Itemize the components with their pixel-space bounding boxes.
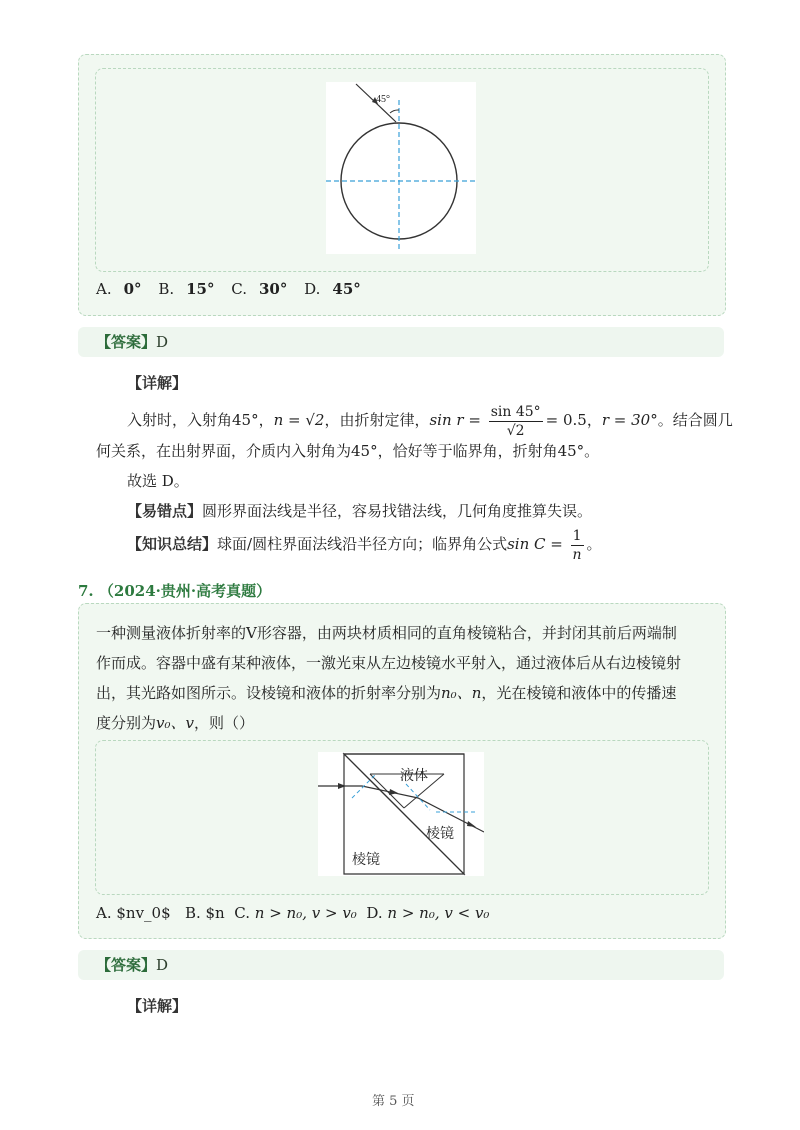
math-r: r = 30° [601, 411, 658, 429]
fraction [489, 403, 543, 440]
fraction [571, 527, 584, 564]
option-a-value[interactable]: 0° [123, 280, 142, 298]
ray-arrow-3 [467, 821, 476, 827]
v-prism-diagram [318, 752, 484, 876]
question-7-answer-bar [78, 950, 724, 980]
prism-left-label: 棱镜 [352, 852, 380, 868]
option-b[interactable]: B. $n [184, 904, 225, 922]
question-7-figure [318, 752, 484, 876]
question-text: ，则（） [193, 714, 254, 732]
detail-line-1 [127, 402, 733, 440]
knowledge-summary [127, 526, 602, 564]
mistake-point [127, 500, 592, 522]
summary-end: 。 [586, 535, 602, 553]
math-n-vars: n₀、n [441, 684, 482, 702]
fraction-numerator: 1 [572, 527, 582, 544]
ray-arrow-2 [389, 789, 398, 795]
answer-value: D [156, 956, 169, 974]
question-7-options [96, 902, 489, 924]
math-sin-c: sin C = [507, 535, 563, 553]
question-7-title: 7. （2024·贵州·高考真题） [78, 582, 272, 600]
option-c-value[interactable]: 30° [259, 280, 288, 298]
mistake-label: 【易错点】 [127, 502, 203, 520]
normal-line-2 [406, 784, 430, 810]
angle-arc [390, 110, 399, 113]
detail-text: 。结合圆几 [657, 411, 733, 429]
question-6-figure [326, 82, 476, 254]
question-text: 度分别为 [96, 714, 157, 732]
detail-line-2: 何关系，在出射界面，介质内入射角为45°，恰好等于临界角，折射角45°。 [96, 442, 600, 460]
circle-refraction-diagram [326, 82, 476, 254]
ray-arrow-1 [338, 783, 346, 789]
page-number: 第 5 页 [372, 1094, 415, 1109]
question-text: ，光在棱镜和液体中的传播速 [481, 684, 677, 702]
answer-value: D [156, 333, 169, 351]
detail-text: 入射时，入射角45°， [127, 411, 274, 429]
summary-label: 【知识总结】 [127, 535, 218, 553]
option-b-label[interactable]: B. [158, 280, 175, 298]
question-7-line-3 [96, 682, 676, 704]
answer-label: 【答案】 [96, 956, 157, 974]
option-d-label[interactable]: D. [366, 904, 383, 922]
light-ray [318, 786, 484, 832]
option-b-value[interactable]: 15° [186, 280, 215, 298]
option-c-label[interactable]: C. [231, 280, 247, 298]
prism-right-label: 棱镜 [426, 826, 454, 842]
option-d-value[interactable]: 45° [332, 280, 361, 298]
question-text: 出，其光路如图所示。设棱镜和液体的折射率分别为 [96, 684, 442, 702]
math-sin-r: sin r = [429, 411, 481, 429]
detail-heading: 【详解】 [127, 374, 188, 392]
angle-label: 45° [376, 94, 390, 105]
question-6-answer-bar [78, 327, 724, 357]
mistake-text: 圆形界面法线是半径，容易找错法线，几何角度推算失误。 [202, 502, 593, 520]
question-7-line-2: 作而成。容器中盛有某种液体，一激光束从左边棱镜水平射入，通过液体后从右边棱镜射 [96, 654, 682, 672]
question-7-detail-heading: 【详解】 [127, 997, 188, 1015]
detail-line-3: 故选 D。 [127, 472, 189, 490]
math-v-vars: v₀、v [156, 714, 194, 732]
question-7-line-4 [96, 712, 254, 734]
detail-text: = 0.5， [545, 411, 602, 429]
liquid-label: 液体 [400, 768, 428, 784]
fraction-denominator: √2 [506, 422, 525, 439]
fraction-denominator: n [572, 546, 582, 563]
answer-label: 【答案】 [96, 333, 157, 351]
option-d-label[interactable]: D. [304, 280, 321, 298]
option-c-label[interactable]: C. [234, 904, 250, 922]
option-a-label[interactable]: A. [96, 280, 112, 298]
option-a[interactable]: A. $nv_0$ [96, 904, 171, 922]
detail-text: ，由折射定律， [324, 411, 430, 429]
question-7-line-1: 一种测量液体折射率的V形容器，由两块材质相同的直角棱镜粘合，并封闭其前后两端制 [96, 624, 677, 642]
option-d-math[interactable]: n > n₀, v < v₀ [387, 904, 490, 922]
fraction-numerator: sin 45° [490, 403, 541, 420]
option-c-math[interactable]: n > n₀, v > v₀ [254, 904, 357, 922]
math-n: n = √2 [273, 411, 325, 429]
question-6-options [96, 278, 373, 300]
summary-text: 球面/圆柱界面法线沿半径方向；临界角公式 [217, 535, 508, 553]
